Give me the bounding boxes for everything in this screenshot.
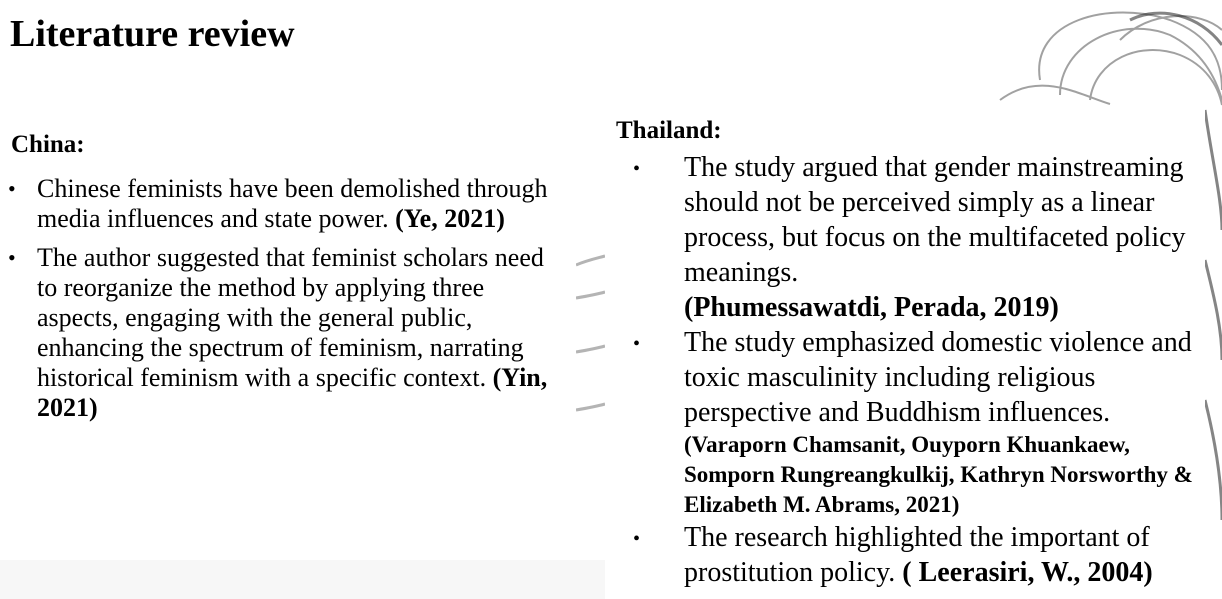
list-item [633, 520, 1203, 590]
citation: ( Leerasiri, W., 2004) [902, 557, 1153, 588]
bullet-icon: • [633, 158, 641, 180]
thailand-bullet-list [633, 150, 1203, 590]
list-item-text: Chinese feminists have been demolished through media influences and state power. [37, 174, 548, 233]
bullet-icon: • [8, 245, 16, 270]
china-panel [0, 122, 576, 552]
bullet-icon: • [633, 528, 641, 550]
list-item [633, 150, 1203, 325]
list-item-text: The research highlighted the important of prostitution policy. [684, 522, 1150, 588]
citation: (Varaporn Chamsanit, Ouyporn Khuankaew, Somporn Rungreangkulkij, Kathryn Norsworthy & Elizabeth M. Abrams, 2021) [684, 432, 1193, 517]
china-heading: China: [11, 131, 85, 158]
citation: (Ye, 2021) [395, 204, 505, 233]
slide-title: Literature review [10, 13, 295, 55]
thailand-panel [605, 108, 1205, 599]
bullet-icon: • [8, 176, 16, 201]
list-item-text: The author suggested that feminist scholars need to reorganize the method by applying three aspects, engaging with the general public, enhancing the spectrum of feminism, narrating historical feminism with a specific context. [37, 243, 544, 392]
list-item-text: The study argued that gender mainstreaming should not be perceived simply as a linear process, but focus on the multifaceted policy meanings. [684, 152, 1186, 288]
list-item-text: The study emphasized domestic violence and toxic masculinity including religious perspective and Buddhism influences. [684, 327, 1192, 428]
list-item [633, 325, 1203, 520]
citation: (Yin, 2021) [37, 363, 548, 422]
list-item [7, 243, 552, 423]
thailand-heading: Thailand: [616, 117, 722, 144]
china-bullet-list [7, 174, 552, 432]
citation: (Phumessawatdi, Perada, 2019) [684, 292, 1059, 323]
bullet-icon: • [633, 333, 641, 355]
list-item [7, 174, 552, 234]
